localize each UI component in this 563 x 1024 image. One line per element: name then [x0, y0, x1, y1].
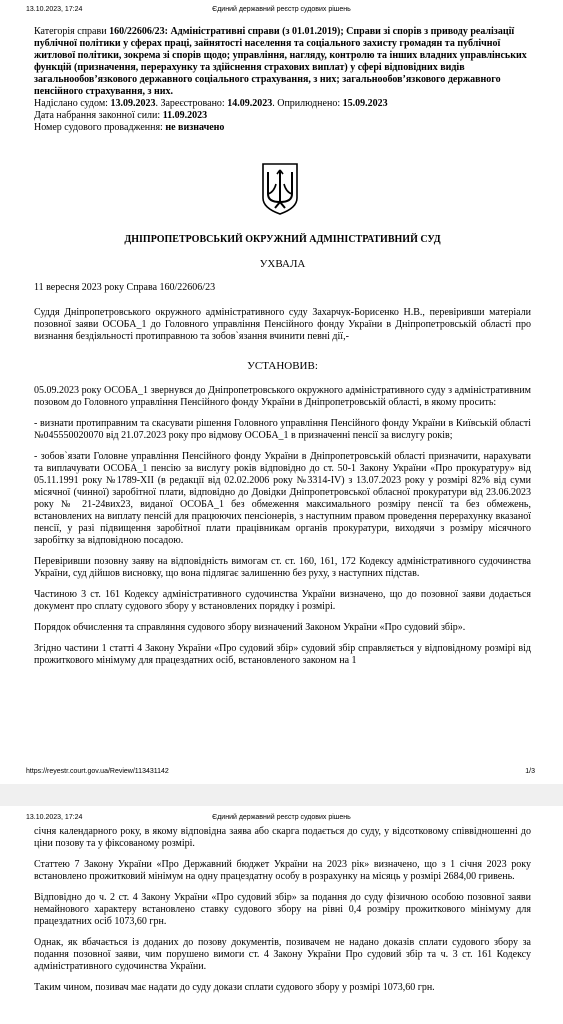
print-date: 13.10.2023, 17:24 — [26, 814, 83, 821]
published-date: 15.09.2023 — [342, 98, 388, 109]
paragraph: - зобов`язати Головне управління Пенсійного фонду України в Дніпропетровській області призначити, нарахувати та виплачувати ОСОБА_1 пенсію за вислугу років відповідно до ст. 50-1 Закону України «Про прокуратуру» від 05.11.1991 року №1789-XII (в редакції від 02.02.2006 року №3314-IV) з 13.07.2023 року у розмірі 82% від суми місячної (чинної) заробітної плати, відповідно до Довідки Дніпропетровської обласної прокуратури від 23.06.2023 року № 21-24вих23, виданої ОСОБА_1 без обмеження максимального розміру пенсії та без обмежень, встановлених на виплату пенсій для працюючих пенсіонерів, з наступним правом проведення перерахунку вказаної пенсії, у разі підвищення заробітної плати працівникам органів прокуратури, виходячи з розміру місячного заробітку за відповідною посадою. — [34, 451, 531, 546]
intro-paragraph: Суддя Дніпропетровського окружного адміністративного суду Захарчук-Борисенко Н.В., перевіривши матеріали позовної заяви ОСОБА_1 до Головного управління Пенсійного фонду України в Дніпропетровській області про визнання бездіяльності протиправною та зобов`язання вчинити певні дії,- — [34, 307, 531, 342]
coat-of-arms-icon — [260, 162, 300, 216]
page2-header — [0, 808, 563, 824]
paragraph: Згідно частини 1 статті 4 Закону України «Про судовий збір» судовий збір справляється у відповідному розмірі від прожиткового мінімуму для працездатних осіб, встановленого законом на 1 — [34, 643, 531, 666]
paragraph: січня календарного року, в якому відповідна заява або скарга подається до суду, у відсотковому співвідношенні до ціни позову та у фіксованому розмірі. — [34, 826, 531, 849]
paragraph: Однак, як вбачається із доданих до позову документів, позивачем не надано доказів сплати судового збору за подання позовної заяви, чим порушено вимоги ст. 4 Закону України Про судовий збір та ч. 3 ст. 161 Кодексу адміністративного судочинства України. — [34, 937, 531, 972]
paragraph: - визнати протиправним та скасувати рішення Головного управління Пенсійного фонду України в Київській області №045550020070 від 21.07.2023 року про відмову ОСОБА_1 в призначенні пенсії за вислугу років; — [34, 418, 531, 441]
page-separator — [0, 784, 563, 806]
category-label: Категорія справи — [34, 26, 110, 37]
paragraph: Перевіривши позовну заяву на відповідність вимогам ст. ст. 160, 161, 172 Кодексу адміністративного судочинства України, суд дійшов висновку, що вона підлягає залишенню без руху, з наступних підстав. — [34, 556, 531, 579]
paragraph: Таким чином, позивач має надати до суду докази сплати судового збору у розмірі 1073,60 грн. — [34, 982, 435, 993]
case-meta — [34, 26, 531, 134]
paragraph: Порядок обчислення та справляння судового збору визначений Законом України «Про судовий збір». — [34, 622, 466, 633]
sent-label: Надіслано судом: — [34, 98, 111, 109]
legal-force-label: Дата набрання законної сили: — [34, 110, 163, 121]
proceeding-label: Номер судового провадження: — [34, 122, 166, 133]
sent-date: 13.09.2023 — [110, 98, 156, 109]
published-label: . Оприлюднено: — [272, 98, 343, 109]
body-text — [34, 282, 531, 676]
source-url[interactable]: https://reyestr.court.gov.ua/Review/113431142 — [26, 768, 169, 775]
paragraph: Відповідно до ч. 2 ст. 4 Закону України «Про судовий збір» за подання до суду фізичною особою позовної заяви немайнового характеру встановлено ставку судового збору на рівні 0,4 розміру прожиткового мінімуму для працездатних осіб 1073,60 грн. — [34, 892, 531, 927]
date-line: 11 вересня 2023 року Справа 160/22606/23 — [34, 282, 216, 293]
registry-title: Єдиний державний реєстр судових рішень — [212, 6, 351, 13]
paragraph: Статтею 7 Закону України «Про Державний бюджет України на 2023 рік» визначено, що з 1 січня 2023 року встановлено прожитковий мінімум на одну працездатну особу в розрахунку на місяць у розмірі 2684,00 гривень. — [34, 859, 531, 882]
paragraph: 05.09.2023 року ОСОБА_1 звернувся до Дніпропетровського окружного адміністративного суду з адміністративним позовом до Головного управління Пенсійного фонду України в Дніпропетровській області, в якому просить: — [34, 385, 531, 408]
doc-type-block — [34, 258, 531, 270]
registered-label: . Зареєстровано: — [155, 98, 228, 109]
legal-force-date: 11.09.2023 — [162, 110, 208, 121]
court-name: ДНІПРОПЕТРОВСЬКИЙ ОКРУЖНИЙ АДМІНІСТРАТИВНИЙ СУД — [124, 234, 441, 245]
category-value: 160/22606/23: Адміністративні справи (з 01.01.2019); Справи зі спорів з приводу реалізації публічної політики у сферах праці, зайнятості населення та соціального захисту громадян та публічної житлової політики, зокрема зі спорів щодо; управління, нагляду, контролю та інших владних управлінських функцій (призначення, перерахунку та здійснення страхових виплат) у сфері відповідних видів загальнообов’язкового державного соціального страхування, з них; загальнообов’язкового державного пенсійного страхування, з них. — [34, 26, 527, 97]
registry-title: Єдиний державний реєстр судових рішень — [212, 814, 351, 821]
page-number: 1/3 — [525, 768, 535, 775]
doc-type: УХВАЛА — [259, 258, 306, 270]
proceeding-number: не визначено — [165, 122, 225, 133]
page1-header — [0, 0, 563, 16]
court-name-block — [34, 234, 531, 246]
established-heading: УСТАНОВИВ: — [247, 360, 318, 372]
print-date: 13.10.2023, 17:24 — [26, 6, 83, 13]
registered-date: 14.09.2023 — [227, 98, 273, 109]
page2-body-text — [34, 826, 531, 1003]
paragraph: Частиною 3 ст. 161 Кодексу адміністративного судочинства України визначено, що до позовної заяви додається документ про сплату судового збору у встановлених порядку і розмірі. — [34, 589, 531, 612]
